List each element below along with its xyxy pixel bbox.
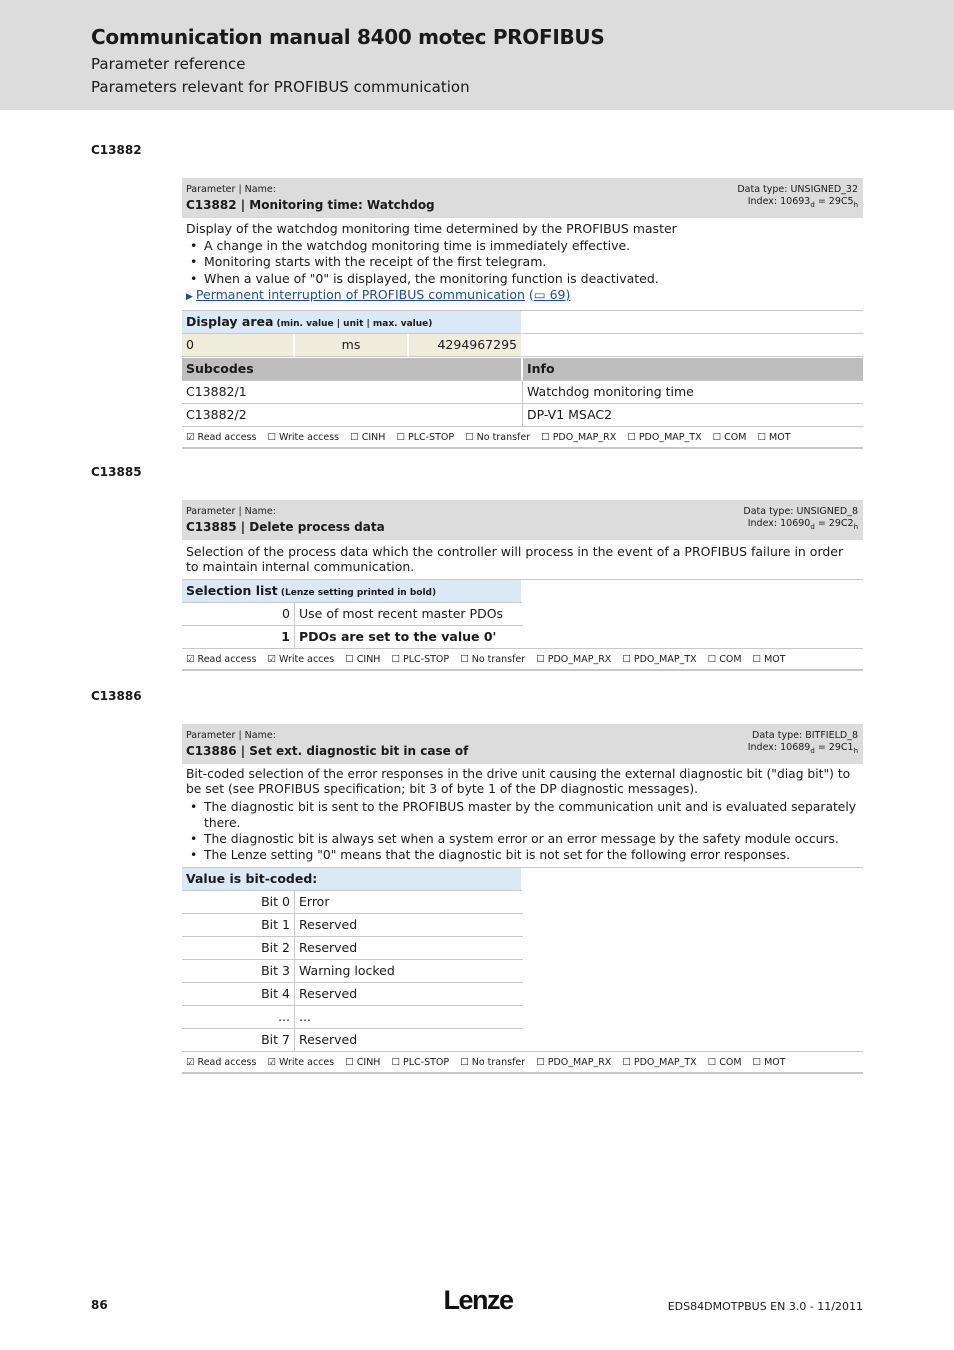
flag-plc-stop: ☐ PLC-STOP bbox=[396, 431, 455, 443]
access-flags bbox=[182, 649, 863, 671]
option-value: 1 bbox=[182, 626, 295, 649]
unit-value: ms bbox=[295, 334, 409, 357]
bit-meaning: Reserved bbox=[295, 1029, 523, 1052]
bit-row bbox=[182, 983, 863, 1006]
bit-number: Bit 0 bbox=[182, 891, 295, 914]
param-header bbox=[182, 724, 863, 764]
flag-pdo-map-rx: ☐ PDO_MAP_RX bbox=[541, 431, 617, 443]
display-area-header-row bbox=[182, 311, 863, 334]
flag-plc-stop: ☐ PLC-STOP bbox=[391, 654, 450, 665]
param-description bbox=[182, 218, 863, 311]
param-index: Index: $10693_d = 29C5_h$ bbox=[747, 196, 858, 209]
flag-com: ☐ COM bbox=[712, 431, 747, 443]
flag-read-access: ☑ Read access bbox=[186, 654, 257, 665]
flag-read-access: ☑ Read access bbox=[186, 1057, 257, 1068]
max-value: 4294967295 bbox=[409, 334, 523, 357]
bit-row bbox=[182, 1006, 863, 1029]
flag-no-transfer: ☐ No transfer bbox=[460, 654, 526, 665]
chapter-title: Parameter reference bbox=[91, 55, 246, 73]
bullet-item: • The diagnostic bit is sent to the PROFIBUS master by the communication unit and is evaluated separately there. bbox=[186, 799, 859, 831]
param-description bbox=[182, 764, 863, 868]
page-header bbox=[0, 0, 954, 110]
description-bullets bbox=[186, 799, 859, 863]
flag-write-access: ☑ Write acces bbox=[267, 654, 335, 665]
bit-meaning: Error bbox=[295, 891, 523, 914]
flag-read-access: ☑ Read access bbox=[186, 431, 257, 443]
bullet-item: • The diagnostic bit is always set when a system error or an error message by the safety module occurs. bbox=[186, 831, 859, 847]
bullet-item: • A change in the watchdog monitoring time is immediately effective. bbox=[186, 238, 859, 255]
svg-text:Lenze: Lenze bbox=[443, 1285, 513, 1315]
bit-row bbox=[182, 1029, 863, 1052]
bit-row bbox=[182, 914, 863, 937]
subcode: C13882/1 bbox=[182, 381, 523, 404]
bit-row bbox=[182, 960, 863, 983]
flag-pdo-map-tx: ☐ PDO_MAP_TX bbox=[622, 654, 697, 665]
bit-number: Bit 4 bbox=[182, 983, 295, 1006]
param-header bbox=[182, 178, 863, 218]
document-id: EDS84DMOTPBUS EN 3.0 - 11/2011 bbox=[667, 1300, 863, 1313]
subcodes-header: Subcodes bbox=[182, 358, 523, 381]
data-type: Data type: UNSIGNED_8 bbox=[743, 506, 858, 517]
flag-cinh: ☐ CINH bbox=[345, 654, 381, 665]
bit-row bbox=[182, 937, 863, 960]
flag-no-transfer: ☐ No transfer bbox=[460, 1057, 526, 1068]
access-flags bbox=[182, 427, 863, 449]
subcode-row bbox=[182, 404, 863, 427]
subcode-info: DP-V1 MSAC2 bbox=[523, 404, 863, 427]
subcodes-header-row bbox=[182, 358, 863, 381]
option-text: PDOs are set to the value 0' bbox=[295, 626, 523, 649]
param-name-label: Parameter | Name: bbox=[186, 730, 276, 741]
flag-mot: ☐ MOT bbox=[757, 431, 791, 443]
book-icon: ▭ bbox=[533, 287, 546, 302]
data-type: Data type: UNSIGNED_32 bbox=[737, 184, 858, 195]
section-label-c13882: C13882 bbox=[91, 143, 142, 157]
bitcoded-header-row bbox=[182, 868, 863, 891]
access-flags bbox=[182, 1052, 863, 1074]
flag-com: ☐ COM bbox=[707, 654, 742, 665]
bit-number: Bit 7 bbox=[182, 1029, 295, 1052]
bit-meaning: Warning locked bbox=[295, 960, 523, 983]
bit-meaning: Reserved bbox=[295, 983, 523, 1006]
bullet-item: • Monitoring starts with the receipt of the first telegram. bbox=[186, 254, 859, 271]
section-title: Parameters relevant for PROFIBUS communication bbox=[91, 78, 470, 96]
subcode-info: Watchdog monitoring time bbox=[523, 381, 863, 404]
param-index: Index: $10689_d = 29C1_h$ bbox=[747, 742, 858, 755]
min-value: 0 bbox=[182, 334, 295, 357]
subcode: C13882/2 bbox=[182, 404, 523, 427]
selection-option-row bbox=[182, 626, 863, 649]
selection-option-row bbox=[182, 603, 863, 626]
bit-number: ... bbox=[182, 1006, 295, 1029]
flag-pdo-map-tx: ☐ PDO_MAP_TX bbox=[622, 1057, 697, 1068]
description-text: Bit-coded selection of the error responses in the drive unit causing the external diagnostic bit ("diag bit") to be set (see PROFIBUS specification; bit 3 of byte 1 of the DP diagnostic messages). bbox=[186, 767, 851, 796]
param-name: C13882 | Monitoring time: Watchdog bbox=[186, 198, 435, 212]
flag-pdo-map-rx: ☐ PDO_MAP_RX bbox=[536, 1057, 612, 1068]
subcode-row bbox=[182, 381, 863, 404]
option-text: Use of most recent master PDOs bbox=[295, 603, 523, 626]
param-index: Index: $10690_d = 29C2_h$ bbox=[747, 518, 858, 531]
bullet-item: • The Lenze setting "0" means that the diagnostic bit is not set for the following error responses. bbox=[186, 847, 859, 863]
flag-pdo-map-rx: ☐ PDO_MAP_RX bbox=[536, 654, 612, 665]
page-number: 86 bbox=[91, 1298, 108, 1312]
triangle-right-icon: ▶ bbox=[186, 292, 193, 302]
param-description bbox=[182, 540, 863, 580]
cross-reference-link[interactable]: ▶ Permanent interruption of PROFIBUS communication (▭ 69) bbox=[186, 287, 571, 302]
flag-cinh: ☐ CINH bbox=[345, 1057, 381, 1068]
param-name-label: Parameter | Name: bbox=[186, 506, 276, 517]
option-value: 0 bbox=[182, 603, 295, 626]
flag-no-transfer: ☐ No transfer bbox=[465, 431, 531, 443]
bit-meaning: Reserved bbox=[295, 937, 523, 960]
bullet-item: • When a value of "0" is displayed, the monitoring function is deactivated. bbox=[186, 271, 859, 288]
display-area-label: Display area (min. value | unit | max. value) bbox=[182, 311, 523, 334]
param-table-c13882 bbox=[182, 178, 863, 449]
section-label-c13886: C13886 bbox=[91, 689, 142, 703]
manual-title: Communication manual 8400 motec PROFIBUS bbox=[91, 25, 605, 49]
flag-cinh: ☐ CINH bbox=[350, 431, 386, 443]
flag-plc-stop: ☐ PLC-STOP bbox=[391, 1057, 450, 1068]
param-table-c13885 bbox=[182, 500, 863, 671]
flag-com: ☐ COM bbox=[707, 1057, 742, 1068]
description-text: Selection of the process data which the controller will process in the event of a PROFIBUS failure in order to maintain internal communication. bbox=[186, 544, 844, 574]
data-type: Data type: BITFIELD_8 bbox=[752, 730, 858, 741]
param-header bbox=[182, 500, 863, 540]
param-table-c13886 bbox=[182, 724, 863, 1074]
flag-mot: ☐ MOT bbox=[752, 654, 786, 665]
flag-mot: ☐ MOT bbox=[752, 1057, 786, 1068]
param-name: C13885 | Delete process data bbox=[186, 520, 385, 534]
bit-row bbox=[182, 891, 863, 914]
display-area-values-row bbox=[182, 334, 863, 357]
bit-meaning: ... bbox=[295, 1006, 523, 1029]
bit-number: Bit 2 bbox=[182, 937, 295, 960]
description-text: Display of the watchdog monitoring time determined by the PROFIBUS master bbox=[186, 221, 677, 236]
param-name: C13886 | Set ext. diagnostic bit in case of bbox=[186, 744, 469, 758]
param-name-label: Parameter | Name: bbox=[186, 184, 276, 195]
lenze-logo bbox=[438, 1284, 518, 1316]
flag-pdo-map-tx: ☐ PDO_MAP_TX bbox=[627, 431, 702, 443]
bit-meaning: Reserved bbox=[295, 914, 523, 937]
selection-list-header-row bbox=[182, 580, 863, 603]
bit-number: Bit 3 bbox=[182, 960, 295, 983]
flag-write-access: ☑ Write acces bbox=[267, 1057, 335, 1068]
bitcoded-label: Value is bit-coded: bbox=[182, 868, 523, 891]
selection-list-label: Selection list (Lenze setting printed in bold) bbox=[182, 580, 523, 603]
description-bullets bbox=[186, 238, 859, 288]
bit-number: Bit 1 bbox=[182, 914, 295, 937]
section-label-c13885: C13885 bbox=[91, 465, 142, 479]
info-header: Info bbox=[523, 358, 863, 381]
flag-write-access: ☐ Write access bbox=[267, 431, 340, 443]
